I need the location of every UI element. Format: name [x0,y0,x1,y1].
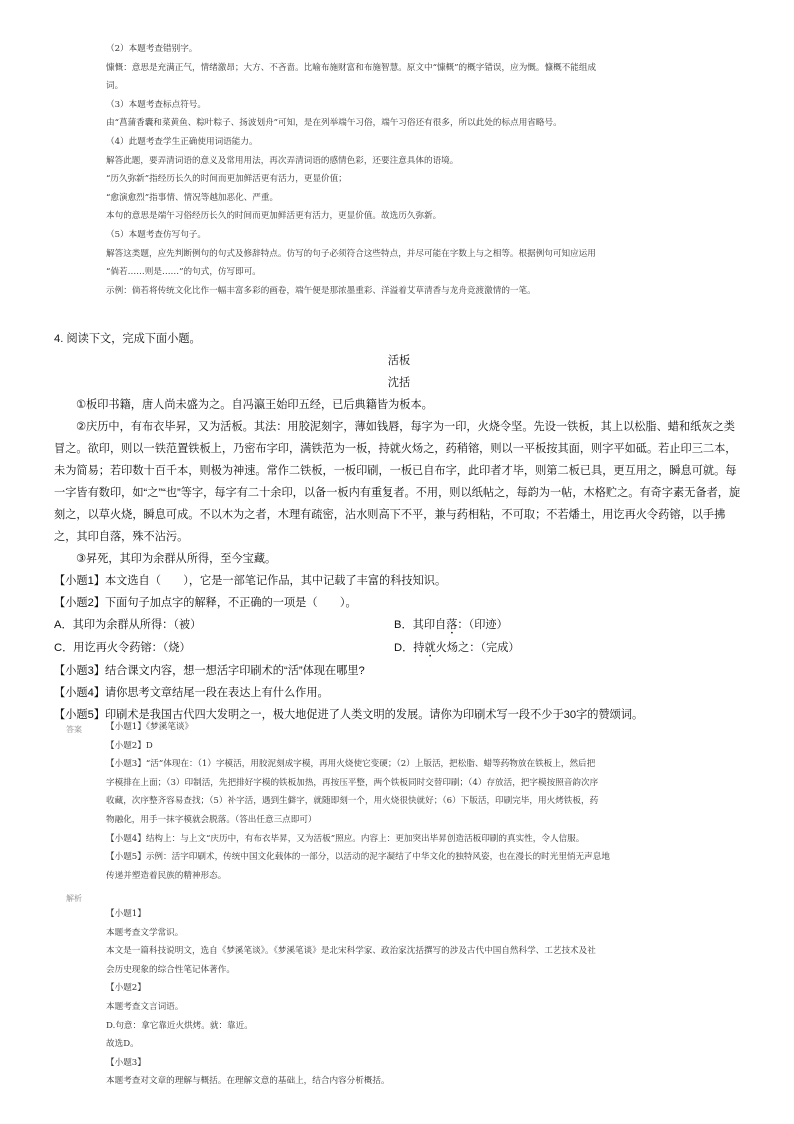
text-line: 本文是一篇科技说明文，选自《梦溪笔谈》。《梦溪笔谈》是北宋科学家、政治家沈括撰写的涉及古代中国自然科学、工艺技术及社 [106,946,596,957]
text-line: 解答此题，要弄清词语的意义及常用用法，再次弄清词语的感情色彩，还要注意具体的语境。 [106,155,459,166]
text-line: 收藏，次序整齐容易查找；（5）补字活，遇到生僻字，就随即刻一个，用火烧很快就好；（6）下版活，印刷完毕，用火烤铁板，药 [106,796,599,807]
text-line: 物融化，用手一抹字模就会脱落。（答出任意三点即可） [106,814,317,825]
option-d: D．持就火炀之：（完成） [394,642,520,654]
option-c: C．用讫再火令药镕：（烧） [54,642,191,654]
text-line: 本题考查文学常识。 [106,927,184,938]
text-line: 【小题3】 [106,1057,146,1068]
sub-question-3: 【小题3】结合课文内容，想一想活字印刷术的“活”体现在哪里? [54,665,365,677]
text-line: 故选D。 [106,1039,139,1050]
text-line: （5）本题考查仿写句子。 [106,229,206,240]
text-line: 本句的意思是端午习俗经历长久的时间而更加鲜活更有活力，更显价值。故选历久弥新。 [106,211,442,222]
answer-section [106,718,726,885]
question-heading: 4. 阅读下文，完成下面小题。 [54,333,201,345]
text-line: 会历史现象的综合性笔记体著作。 [106,964,235,975]
sub-question-1: 【小题1】本文选自（ ），它是一部笔记作品，其中记载了丰富的科技知识。 [54,575,447,587]
text-line: 示例：倘若将传统文化比作一幅丰富多彩的画卷，端午便是那浓墨重彩、洋溢着艾草清香与龙舟竞渡激情的一笔。 [106,285,536,296]
passage-paragraph-3: ③昇死，其印为余群从所得，至今宝藏。 [76,553,277,565]
text-line: 【小题4】结构上：与上文“庆历中，有布衣毕昇，又为活板”照应。内容上：更加突出毕昇创造活板印刷的真实性，令人信服。 [106,833,585,844]
previous-answer-explanation [106,40,726,300]
text-line: 本题考查文言词语。 [106,1001,184,1012]
analysis-label: 解析 [66,894,82,903]
passage-author: 沈括 [387,377,411,389]
text-line: 【小题2】 [106,983,146,994]
passage-paragraph-2: ②庆历中，有布衣毕昇，又为活板。其法：用胶泥刻字，薄如钱唇，每字为一印，火烧令坚。先设一铁板，其上以松脂、蜡和纸灰之类冒之。欲印，则以一铁范置铁板上，乃密布字印，满铁范为一板，持就火炀之，药稍镕，则以一平板按其面，则字平如砥。若止印三二本，未为简易；若印数十百千本，则极为神速。常作二铁板，一板印刷，一板已自布字，此印者才毕，则第二板已具，更互用之，瞬息可就。每一字皆有数印，如“之”“也”等字，每字有二十余印，以备一板内有重复者。不用，则以纸帖之，每韵为一帖，木格贮之。有奇字素无备者，旋刻之，以草火烧，瞬息可成。不以木为之者，木理有疏密，沾水则高下不平，兼与药相粘，不可取；不若燔土，用讫再火令药镕，以手拂之，其印自落，殊不沾污。 [54,421,741,543]
text-line: 字模排在上面；（3）印制活，先把排好字模的铁板加热，再按压平整，两个铁板同时交替印刷；（4）存放活，把字模按照音韵次序 [106,777,599,788]
text-line: “倘若……则是……”的句式，仿写即可。 [106,267,261,278]
answer-label: 答案 [66,725,82,734]
text-line: 解答这类题，应先判断例句的句式及修辞特点。仿写的句子必须符合这些特点，并尽可能在字数上与之相等。根据例句可知应运用 [106,248,596,259]
text-line: 慷慨：意思是充满正气，情绪激昂；大方、不吝啬。比喻布施财富和布施智慧。原文中“慷概”的概字错误，应为慨。慷概不能组成 [106,62,597,73]
text-line: 词。 [106,81,124,92]
text-line: 【小题1】 [106,909,146,919]
text-line: （2）本题考查错别字。 [106,44,198,54]
text-line: 【小题2】D [106,740,153,751]
text-line: D.句意：拿它靠近火烘烤。就：靠近。 [106,1020,253,1031]
text-line: 【小题1】《梦溪笔谈》 [106,722,194,732]
text-line: 传递并塑造着民族的精神形态。 [106,870,227,881]
text-line: “历久弥新”指经历长久的时间而更加鲜活更有活力，更显价值； [106,174,347,185]
options-row-2 [54,637,744,660]
text-line: （4）此题考查学生正确使用词语能力。 [106,136,258,147]
options-row-1 [54,614,744,637]
text-line: 本题考查对文章的理解与概括。在理解文意的基础上，结合内容分析概括。 [106,1076,390,1087]
text-line: （3）本题考查标点符号。 [106,99,206,110]
option-b: B．其印自落：（印迹） [394,619,508,631]
passage-title: 活板 [387,355,411,367]
passage-paragraph-1: ①板印书籍，唐人尚未盛为之。自冯瀛王始印五经，已后典籍皆为板本。 [76,399,433,411]
text-line: “愈演愈烈”指事情、情况等越加恶化、严重。 [106,192,279,203]
option-a: A．其印为余群从所得：（被） [54,619,202,631]
question-4 [54,328,744,726]
analysis-section [106,905,726,1091]
text-line: 【小题5】示例：活字印刷术，传统中国文化载体的一部分，以活动的泥字凝结了中华文化的独特风姿，也在漫长的时光里悄无声息地 [106,852,610,863]
text-line: 【小题3】“活”体现在：（1）字模活，用胶泥刻成字模，再用火烧使它变硬；（2）上版活，把松脂、蜡等药物放在铁板上，然后把 [106,759,596,770]
text-line: 由“菖蒲香囊和菜黄鱼、粽叶粽子、扬波划舟”可知，是在列举端午习俗，端午习俗还有很多，所以此处的标点用省略号。 [106,118,562,129]
sub-question-4: 【小题4】请你思考文章结尾一段在表达上有什么作用。 [54,687,329,699]
sub-question-2: 【小题2】下面句子加点字的解释，不正确的一项是（ ）。 [54,597,357,609]
sub-question-5: 【小题5】印刷术是我国古代四大发明之一，极大地促进了人类文明的发展。请你为印刷术写一段不少于30字的赞颂词。 [54,709,644,721]
